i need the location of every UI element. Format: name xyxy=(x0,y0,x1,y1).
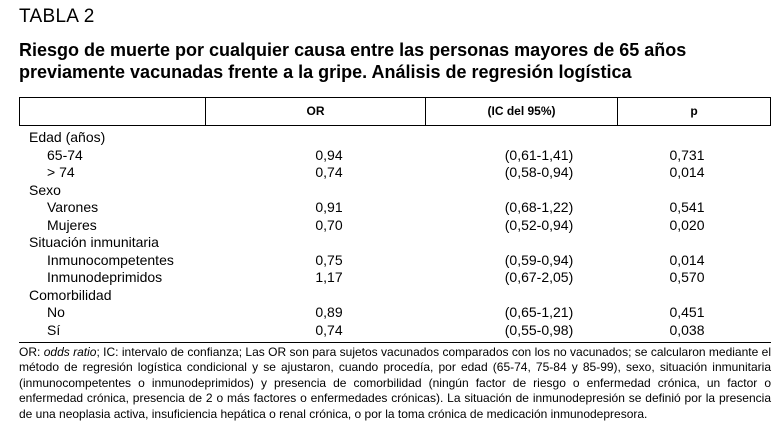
row-p: 0,541 xyxy=(669,199,705,215)
table-body xyxy=(19,129,771,339)
row-p: 0,451 xyxy=(669,304,705,320)
row-label: Comorbilidad xyxy=(29,286,112,303)
column-divider xyxy=(770,98,771,125)
row-ic: (0,68-1,22) xyxy=(504,199,574,215)
row-or: 0,74 xyxy=(315,321,343,338)
table-row xyxy=(19,287,771,305)
footnote-text: ; IC: intervalo de confianza; Las OR son para sujetos vacunados comparados con los no vacunados; se calcularon mediante el método de regresión logística condicional y se ajustaron, cuando procedía, por edad (65-74, 75-84 y 85-99), sexo, situación inmunitaria (inmunocompetentes o inmunodeprimidos) y presencia de comorbilidad (ningún factor de riesgo o enfermedad crónica, un factor o enfermedad crónica, presencia de 2 o más factores o enfermedades crónicas). La situación de inmunodepresión se definió por la presencia de una neoplasia activa, insuficiencia hepática o renal crónica, o por la toma crónica de medicación inmunodepresora. xyxy=(19,345,771,421)
header-or: OR xyxy=(306,104,325,118)
row-ic: (0,65-1,21) xyxy=(504,304,574,320)
header-p: p xyxy=(690,104,698,118)
header-variable xyxy=(19,98,205,125)
row-label: > 74 xyxy=(47,164,75,180)
row-ic: (0,59-0,94) xyxy=(504,251,574,268)
row-or: 0,70 xyxy=(315,216,343,233)
table-label: TABLA 2 xyxy=(19,6,95,27)
table-row xyxy=(19,129,771,147)
row-or: 0,75 xyxy=(315,251,343,268)
footnote-lead: OR: xyxy=(19,345,44,359)
row-or: 0,94 xyxy=(315,146,343,163)
row-label: Inmunocompetentes xyxy=(47,251,174,268)
row-or: 0,74 xyxy=(315,164,343,180)
row-ic: (0,55-0,98) xyxy=(504,321,574,338)
row-ic: (0,52-0,94) xyxy=(504,216,574,233)
footnote-italic: odds ratio xyxy=(43,345,97,359)
row-label: Edad (años) xyxy=(29,129,106,145)
table-row xyxy=(19,147,771,165)
table-row xyxy=(19,269,771,287)
table-title-line: previamente vacunadas frente a la gripe. Análisis de regresión logística xyxy=(19,62,632,82)
header-ic: (IC del 95%) xyxy=(487,104,556,118)
row-label: No xyxy=(47,304,65,320)
row-ic: (0,58-0,94) xyxy=(504,164,574,180)
row-label: Inmunodeprimidos xyxy=(47,269,163,285)
table-row xyxy=(19,304,771,322)
row-label: Varones xyxy=(47,199,99,215)
row-p: 0,014 xyxy=(669,251,705,268)
table-row xyxy=(19,234,771,252)
table-footnote xyxy=(19,345,771,422)
table-row xyxy=(19,199,771,217)
row-or: 0,91 xyxy=(315,199,343,215)
table-row xyxy=(19,164,771,182)
row-p: 0,731 xyxy=(669,146,705,163)
table-title xyxy=(19,39,769,83)
row-or: 0,89 xyxy=(315,304,343,320)
table-row xyxy=(19,182,771,200)
results-table xyxy=(19,97,771,343)
table-row xyxy=(19,252,771,270)
row-label: 65-74 xyxy=(47,146,83,163)
row-p: 0,570 xyxy=(669,269,705,285)
row-p: 0,020 xyxy=(669,216,705,233)
row-ic: (0,61-1,41) xyxy=(504,146,574,163)
row-or: 1,17 xyxy=(315,269,343,285)
row-label: Sí xyxy=(47,321,61,338)
row-label: Situación inmunitaria xyxy=(29,234,159,250)
table-header xyxy=(19,98,771,126)
row-ic: (0,67-2,05) xyxy=(504,269,574,285)
table-row xyxy=(19,217,771,235)
table-title-line: Riesgo de muerte por cualquier causa entre las personas mayores de 65 años xyxy=(19,40,687,60)
row-p: 0,014 xyxy=(669,164,705,180)
table-row xyxy=(19,322,771,340)
row-label: Sexo xyxy=(29,181,61,198)
row-label: Mujeres xyxy=(47,216,97,233)
row-p: 0,038 xyxy=(669,321,705,338)
